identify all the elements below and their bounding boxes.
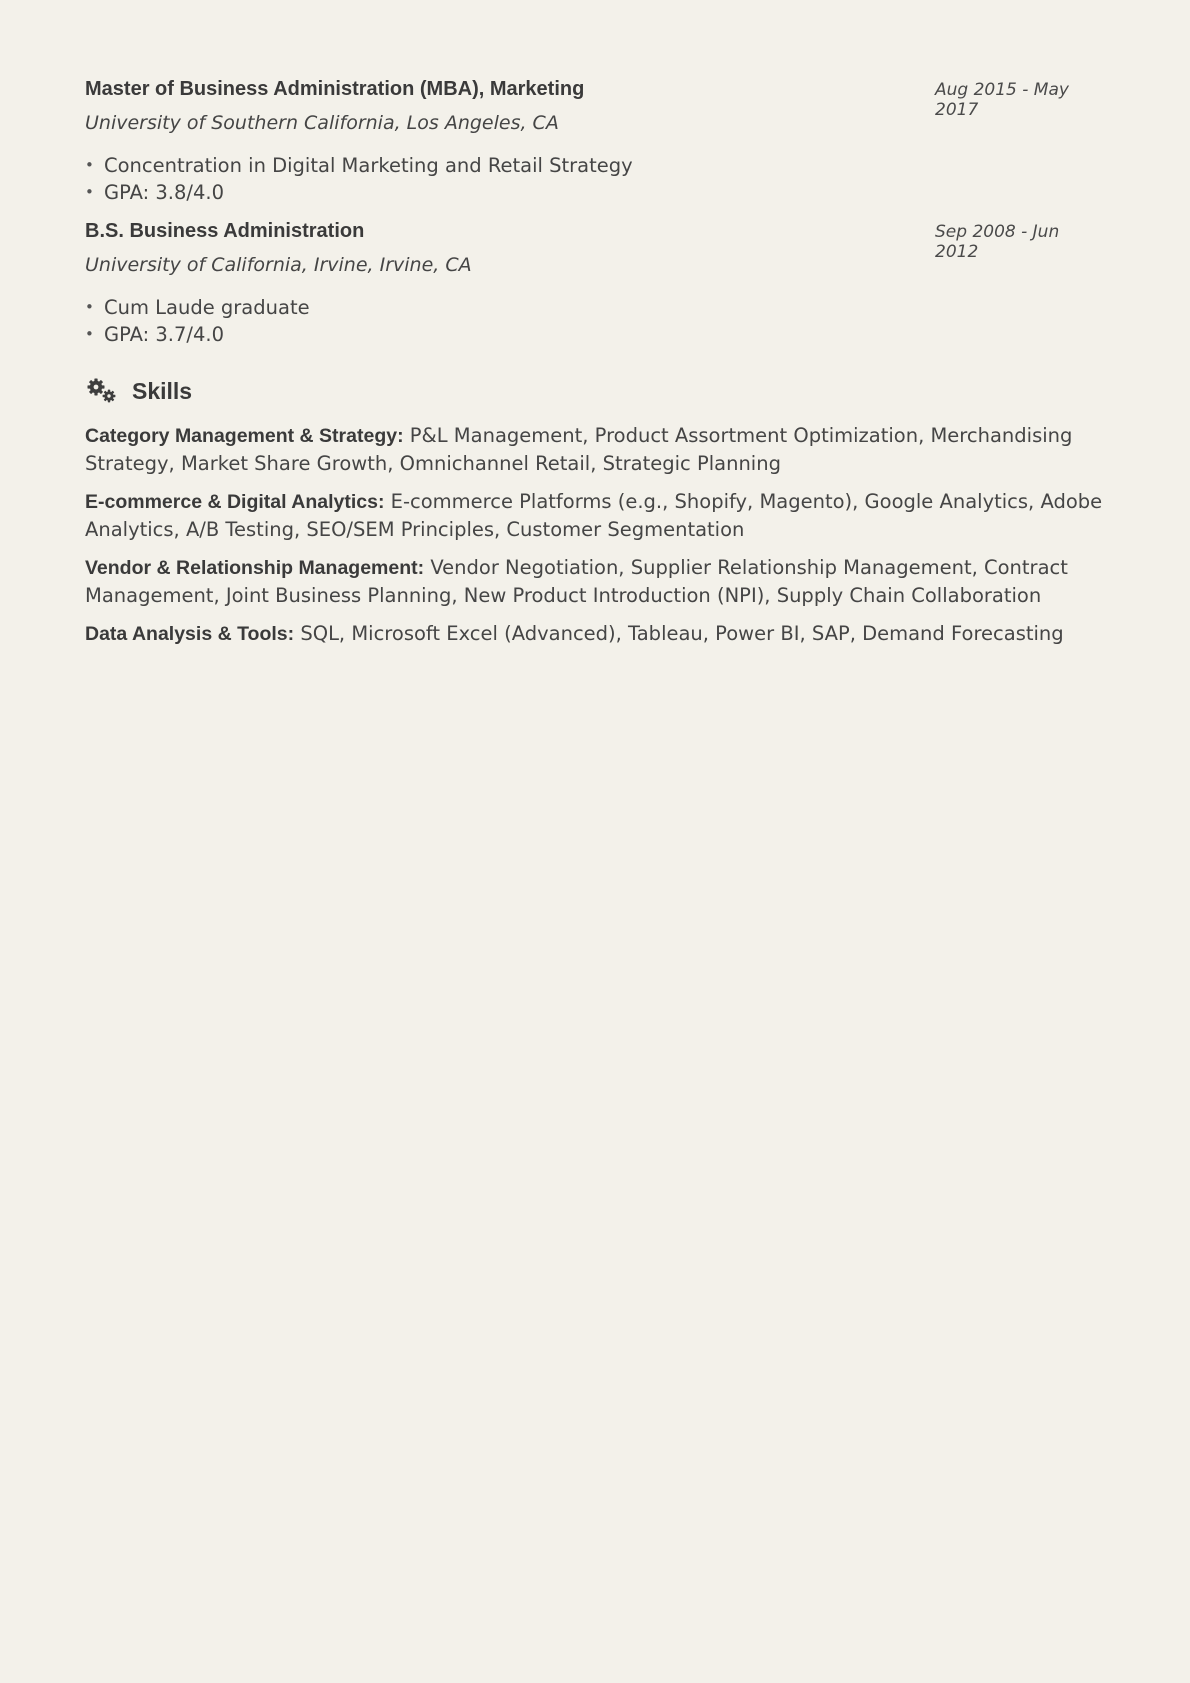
degree-title: Master of Business Administration (MBA), Marketing — [85, 78, 585, 100]
education-dates: Sep 2008 - Jun 2012 — [935, 222, 1060, 262]
skill-category-label: Category Management & Strategy: — [85, 425, 404, 447]
education-highlights — [85, 152, 1105, 206]
skill-category-label: Data Analysis & Tools: — [85, 623, 295, 645]
skill-list: SQL, Microsoft Excel (Advanced), Tableau, Power BI, SAP, Demand Forecasting — [300, 622, 1064, 645]
list-item: • Cum Laude graduate — [85, 294, 1105, 321]
education-highlights — [85, 294, 1105, 348]
skill-row — [85, 488, 1105, 543]
resume-page — [85, 78, 1105, 659]
skill-list: P&L Management, Product Assortment Optimization, Merchandising Strategy, Market Share Growth, Omnichannel Retail, Strategic Planning — [85, 424, 1073, 475]
degree-title: B.S. Business Administration — [85, 220, 365, 242]
skill-row — [85, 554, 1105, 609]
school-name: University of California, Irvine, Irvine, CA — [85, 254, 472, 276]
skill-category-label: Vendor & Relationship Management: — [85, 557, 425, 579]
skill-row — [85, 620, 1105, 648]
education-entry — [85, 220, 1105, 348]
list-item: • Concentration in Digital Marketing and Retail Strategy — [85, 152, 1105, 179]
section-title: Skills — [132, 377, 193, 404]
education-entry-header — [85, 78, 1105, 120]
skill-list: Vendor Negotiation, Supplier Relationship Management, Contract Management, Joint Business Planning, New Product Introduction (NPI), Supply Chain Collaboration — [85, 556, 1068, 607]
education-entry — [85, 78, 1105, 206]
education-dates: Aug 2015 - May 2017 — [935, 80, 1069, 120]
skill-row — [85, 422, 1105, 477]
skill-category-label: E-commerce & Digital Analytics: — [85, 491, 385, 513]
education-entry-header — [85, 220, 1105, 262]
gears-icon — [85, 377, 117, 405]
school-name: University of Southern California, Los Angeles, CA — [85, 112, 559, 134]
skills-section-header — [85, 374, 1105, 408]
list-item: • GPA: 3.8/4.0 — [85, 179, 1105, 206]
list-item: • GPA: 3.7/4.0 — [85, 321, 1105, 348]
skill-list: E-commerce Platforms (e.g., Shopify, Magento), Google Analytics, Adobe Analytics, A/B Testing, SEO/SEM Principles, Customer Segmentation — [85, 490, 1103, 541]
